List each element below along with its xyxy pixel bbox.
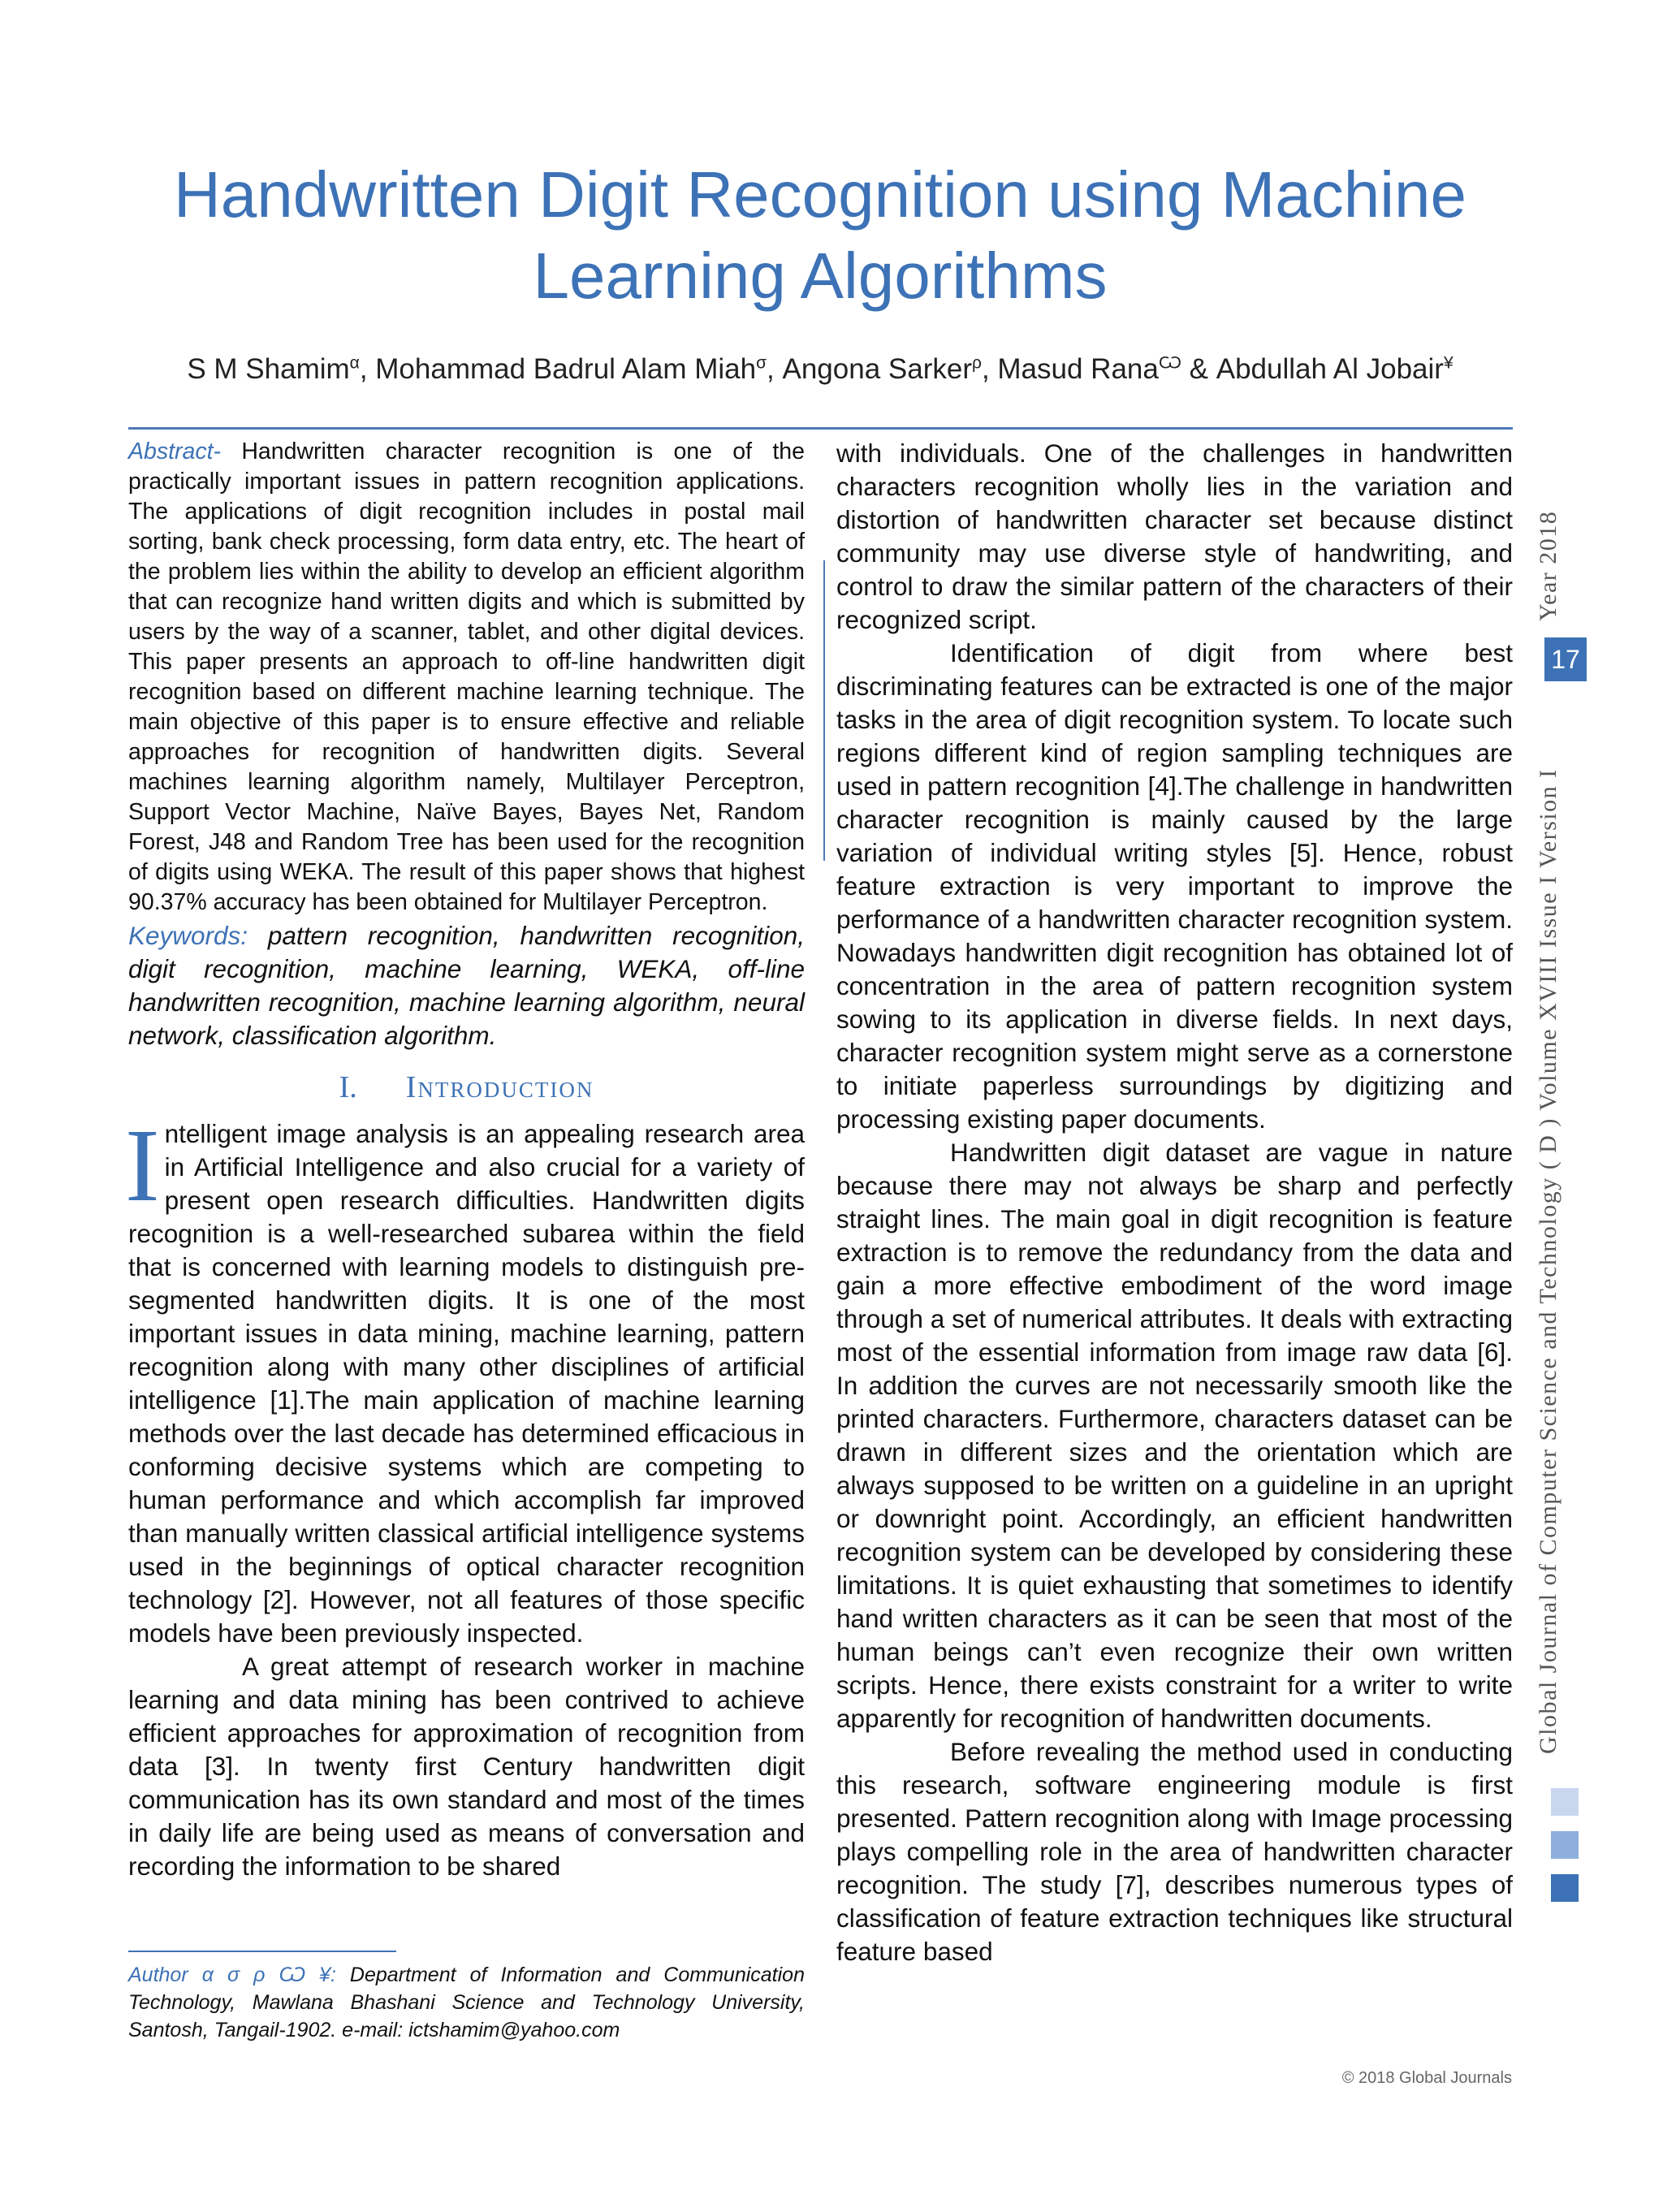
intro-paragraph-2: A great attempt of research worker in machine learning and data mining has been contrived to achieve efficient approaches for approximation of recognition from data [3]. In twenty first Century handwritten digit communication has its own standard and most of the times in daily life are being used as means of conversation and recording the information to be shared <box>128 1652 805 1881</box>
right-paragraph-3: Handwritten digit dataset are vague in nature because there may not always be sharp and perfectly straight lines. The main goal in digit recognition is feature extraction is to remove the redundancy from the data and gain a more effective embodiment of the word image through a set of numerical attributes. It deals with extracting most of the essential information from image raw data [6]. In addition the curves are not necessarily smooth like the printed characters. Furthermore, characters dataset can be drawn in different sizes and the orientation which are always supposed to be written on a guideline in an upright or downright point. Accordingly, an efficient handwritten recognition system can be developed by considering these limitations. It is quiet exhausting that sometimes to identify hand written characters as it can be seen that most of the human beings can’t even recognize their own written scripts. Hence, there exists constraint for a writer to write apparently for recognition of handwritten documents. <box>836 1138 1513 1733</box>
decorative-square-mid <box>1551 1831 1579 1859</box>
keywords-label: Keywords: <box>128 921 248 950</box>
column-divider <box>823 560 825 861</box>
author-name: Mohammad Badrul Alam Miah <box>375 353 757 385</box>
intro-text-1: ntelligent image analysis is an appealing research area in Artificial Intelligence and also crucial for a variety of present open research difficulties. Handwritten digits recognition is a well-researched subarea within the field that is concerned with learning models to distinguish pre-segmented handwritten digits. It is one of the most important issues in data mining, machine learning, pattern recognition along with many other disciplines of artificial intelligence [1].The main application of machine learning methods over the last decade has determined efficacious in conforming decisive systems which are competing to human performance and which accomplish far improved than manually written classical artificial intelligence systems used in the beginnings of optical character recognition technology [2]. However, not all features of those specific models have been previously inspected. <box>128 1119 805 1648</box>
keywords-text: pattern recognition, handwritten recognition, digit recognition, machine learning, WEKA, off-line handwritten recognition, machine learning algorithm, neural network, classification algorithm. <box>128 921 805 1050</box>
title-line-2: Learning Algorithms <box>533 240 1108 312</box>
copyright-notice: © 2018 Global Journals <box>1341 2069 1512 2087</box>
author-affiliation-mark: α <box>349 353 360 373</box>
header-rule <box>128 427 1513 430</box>
abstract <box>128 437 805 918</box>
paper-title <box>130 154 1510 317</box>
right-paragraph-2: Identification of digit from where best discriminating features can be extracted is one of the major tasks in the area of digit recognition system. To locate such regions different kind of region sampling techniques are used in pattern recognition [4].The challenge in handwritten character recognition is mainly caused by the large variation of individual writing styles [5]. Hence, robust feature extraction is very important to improve the performance of a handwritten character recognition system. Nowadays handwritten digit recognition has obtained lot of concentration in the area of pattern recognition system sowing to its application in diverse fields. In next days, character recognition system might serve as a cornerstone to initiate paperless surroundings by digitizing and processing existing paper documents. <box>836 638 1513 1134</box>
keywords <box>128 919 805 1052</box>
author-name: Abdullah Al Jobair <box>1216 353 1444 385</box>
author-separator: & <box>1181 353 1216 385</box>
author-footnote <box>128 1961 805 2044</box>
author-affiliation-mark: ¥ <box>1443 353 1454 373</box>
journal-running-head: Global Journal of Computer Science and Technology ( D ) Volume XVIII Issue I Version I <box>1535 768 1561 1754</box>
author-list <box>130 353 1510 386</box>
author-separator: , <box>981 353 998 385</box>
abstract-label: Abstract- <box>128 439 222 464</box>
drop-cap: I <box>125 1108 160 1223</box>
author-affiliation-mark: Ѡ <box>1158 353 1181 373</box>
footnote-label: Author α σ ρ Ѡ ¥: <box>128 1964 336 1986</box>
right-paragraph-1: with individuals. One of the challenges in handwritten characters recognition wholly lies in the variation and distortion of handwritten character set because distinct community may use diverse style of handwriting, and control to draw the similar pattern of the characters of their recognized script. <box>836 439 1513 634</box>
section-title: Introduction <box>405 1070 594 1104</box>
journal-year: Year 2018 <box>1535 510 1561 621</box>
author-name: S M Shamim <box>187 353 350 385</box>
title-line-1: Handwritten Digit Recognition using Machine <box>174 158 1466 231</box>
section-number: I. <box>339 1070 357 1104</box>
author-separator: , <box>359 353 376 385</box>
page-number: 17 <box>1544 637 1587 681</box>
section-heading <box>128 1067 805 1108</box>
right-column <box>836 437 1513 1968</box>
author-name: Masud Rana <box>997 353 1159 385</box>
author-affiliation-mark: ρ <box>971 353 982 373</box>
author-name: Angona Sarker <box>782 353 972 385</box>
right-paragraph-4: Before revealing the method used in conducting this research, software engineering module is first presented. Pattern recognition along with Image processing plays compelling role in the area of handwritten character recognition. The study [7], describes numerous types of classification of feature extraction techniques like structural feature based <box>836 1737 1513 1966</box>
footnote-text: Department of Information and Communication Technology, Mawlana Bhashani Science and Technology University, Santosh, Tangail-1902. e-mail: ictshamim@yahoo.com <box>128 1964 805 2041</box>
footnote-rule <box>128 1951 396 1952</box>
author-affiliation-mark: σ <box>756 353 767 373</box>
decorative-square-light <box>1551 1788 1579 1816</box>
author-separator: , <box>767 353 783 385</box>
left-column <box>125 437 805 1883</box>
abstract-text: Handwritten character recognition is one of the practically important issues in pattern recognition applications. The applications of digit recognition includes in postal mail sorting, bank check processing, form data entry, etc. The heart of the problem lies within the ability to develop an efficient algorithm that can recognize hand written digits and which is submitted by users by the way of a scanner, tablet, and other digital devices. This paper presents an approach to off-line handwritten digit recognition based on different machine learning technique. The main objective of this paper is to ensure effective and reliable approaches for recognition of handwritten digits. Several machines learning algorithm namely, Multilayer Perceptron, Support Vector Machine, Naïve Bayes, Bayes Net, Random Forest, J48 and Random Tree has been used for the recognition of digits using WEKA. The result of this paper shows that highest 90.37% accuracy has been obtained for Multilayer Perceptron. <box>128 439 805 915</box>
decorative-square-dark <box>1551 1874 1579 1902</box>
intro-paragraph-1 <box>125 1108 805 1650</box>
